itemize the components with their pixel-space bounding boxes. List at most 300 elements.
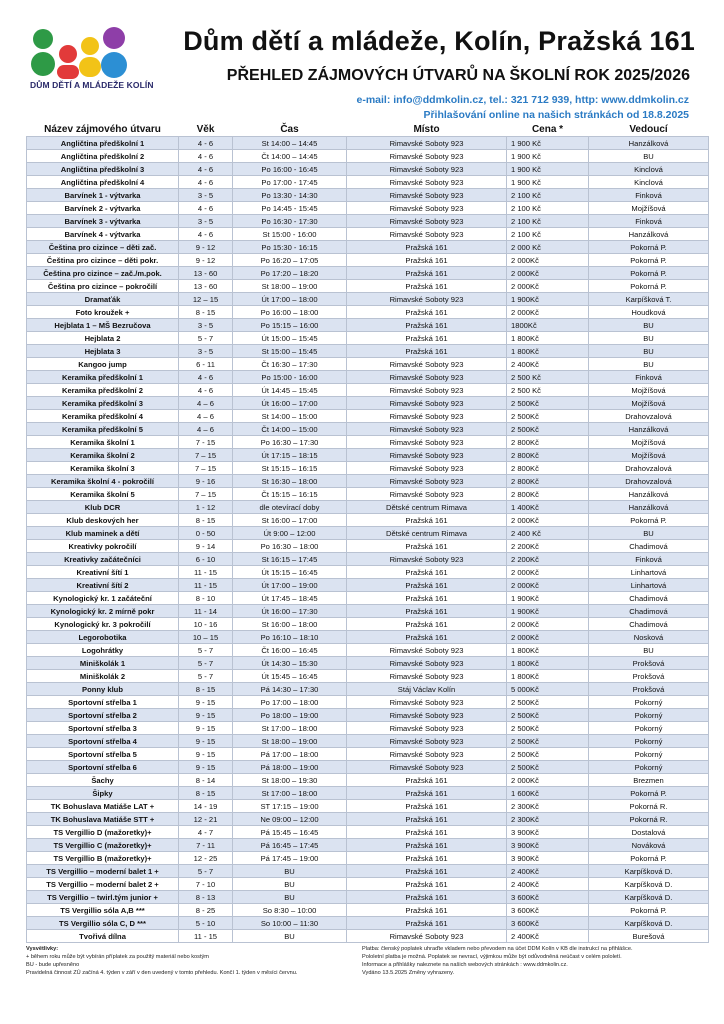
table-header-row — [27, 122, 709, 137]
time-cell: St 16:00 – 17:00 — [233, 514, 347, 527]
time-cell: Út 15:00 – 15:45 — [233, 332, 347, 345]
time-cell: Út 17:00 – 19:00 — [233, 579, 347, 592]
place-cell: Pražská 161 — [347, 566, 507, 579]
leader-cell: Pokorný — [589, 696, 709, 709]
club-name-cell: Klub maminek a dětí — [27, 527, 179, 540]
table-row — [27, 215, 709, 228]
price-cell: 2 200Kč — [507, 540, 589, 553]
place-cell: Pražská 161 — [347, 254, 507, 267]
leader-cell: Chadimová — [589, 592, 709, 605]
age-cell: 8 - 15 — [179, 787, 233, 800]
table-row — [27, 397, 709, 410]
age-cell: 9 - 15 — [179, 761, 233, 774]
leader-cell: Nosková — [589, 631, 709, 644]
table-row — [27, 709, 709, 722]
table-row — [27, 267, 709, 280]
column-header: Název zájmového útvaru — [44, 123, 161, 135]
leader-cell: Nováková — [589, 839, 709, 852]
place-cell: Pražská 161 — [347, 839, 507, 852]
age-cell: 9 - 14 — [179, 540, 233, 553]
club-name-cell: TS Vergillio C (mažoretky)+ — [27, 839, 179, 852]
table-row — [27, 722, 709, 735]
age-cell: 9 - 16 — [179, 475, 233, 488]
club-name-cell: Klub DCR — [27, 501, 179, 514]
place-cell: Pražská 161 — [347, 267, 507, 280]
leader-cell: Linhartová — [589, 579, 709, 592]
place-cell: Rimavské Soboty 923 — [347, 709, 507, 722]
time-cell: Čt 16:00 – 16:45 — [233, 644, 347, 657]
place-cell: Pražská 161 — [347, 618, 507, 631]
place-cell: Rimavské Soboty 923 — [347, 293, 507, 306]
price-cell: 3 600Kč — [507, 891, 589, 904]
club-name-cell: Keramika školní 1 — [27, 436, 179, 449]
place-cell: Pražská 161 — [347, 280, 507, 293]
time-cell: Čt 16:30 – 17:30 — [233, 358, 347, 371]
table-row — [27, 358, 709, 371]
price-cell: 1 900 Kč — [507, 137, 589, 150]
club-name-cell: Miniškolák 1 — [27, 657, 179, 670]
club-name-cell: Klub deskových her — [27, 514, 179, 527]
age-cell: 7 - 15 — [179, 436, 233, 449]
club-name-cell: Hejblata 3 — [27, 345, 179, 358]
time-cell: Pá 15:45 – 16:45 — [233, 826, 347, 839]
price-cell: 2 100 Kč — [507, 215, 589, 228]
place-cell: Rimavské Soboty 923 — [347, 722, 507, 735]
age-cell: 4 – 6 — [179, 410, 233, 423]
age-cell: 3 - 5 — [179, 215, 233, 228]
leader-cell: Finková — [589, 189, 709, 202]
price-cell: 2 000Kč — [507, 579, 589, 592]
price-cell: 3 900Kč — [507, 852, 589, 865]
table-row — [27, 241, 709, 254]
time-cell: BU — [233, 865, 347, 878]
place-cell: Rimavské Soboty 923 — [347, 657, 507, 670]
time-cell: St 16:30 – 18:00 — [233, 475, 347, 488]
time-cell: Čt 15:15 – 16:15 — [233, 488, 347, 501]
table-row — [27, 163, 709, 176]
table-row — [27, 657, 709, 670]
table-row — [27, 605, 709, 618]
table-row — [27, 189, 709, 202]
price-cell: 2 500 Kč — [507, 371, 589, 384]
table-row — [27, 475, 709, 488]
age-cell: 11 - 15 — [179, 930, 233, 943]
price-cell: 1 900 Kč — [507, 163, 589, 176]
price-cell: 2 500 Kč — [507, 384, 589, 397]
price-cell: 1 900 Kč — [507, 150, 589, 163]
table-row — [27, 787, 709, 800]
club-name-cell: Kangoo jump — [27, 358, 179, 371]
place-cell: Pražská 161 — [347, 579, 507, 592]
leader-cell: Dostalová — [589, 826, 709, 839]
place-cell: Rimavské Soboty 923 — [347, 475, 507, 488]
leader-cell: Prokšová — [589, 670, 709, 683]
club-name-cell: Tvořivá dílna — [27, 930, 179, 943]
club-name-cell: Kynologický kr. 3 pokročilí — [27, 618, 179, 631]
leader-cell: Hanzálková — [589, 423, 709, 436]
place-cell: Pražská 161 — [347, 774, 507, 787]
age-cell: 9 - 12 — [179, 241, 233, 254]
leader-cell: Drahovzalová — [589, 475, 709, 488]
price-cell: 2 500Kč — [507, 423, 589, 436]
time-cell: Po 16:00 – 18:00 — [233, 306, 347, 319]
time-cell: ST 17:15 – 19:00 — [233, 800, 347, 813]
club-name-cell: Kreativky pokročilí — [27, 540, 179, 553]
place-cell: Rimavské Soboty 923 — [347, 410, 507, 423]
club-name-cell: TS Vergillio sóla C, D *** — [27, 917, 179, 930]
place-cell: Pražská 161 — [347, 852, 507, 865]
age-cell: 4 - 6 — [179, 384, 233, 397]
club-name-cell: Keramika předškolní 2 — [27, 384, 179, 397]
leader-cell: Karpíšková T. — [589, 293, 709, 306]
price-cell: 1 900 Kč — [507, 176, 589, 189]
table-row — [27, 423, 709, 436]
time-cell: Po 16:20 – 17:05 — [233, 254, 347, 267]
club-name-cell: Čeština pro cizince – děti zač. — [27, 241, 179, 254]
notes-payment — [362, 945, 712, 977]
table-row — [27, 891, 709, 904]
price-cell: 3 600Kč — [507, 917, 589, 930]
leader-cell: Burešová — [589, 930, 709, 943]
table-row — [27, 579, 709, 592]
time-cell: Čt 14:00 – 15:00 — [233, 423, 347, 436]
note-line: Platba: členský poplatek uhraďte vkladem nebo převodem na účet DDM Kolín v KB dle instrukcí na přihlášce. — [362, 946, 633, 952]
age-cell: 5 - 7 — [179, 332, 233, 345]
time-cell: BU — [233, 930, 347, 943]
place-cell: Rimavské Soboty 923 — [347, 384, 507, 397]
table-row — [27, 137, 709, 150]
leader-cell: Houdková — [589, 306, 709, 319]
time-cell: St 18:00 – 19:00 — [233, 735, 347, 748]
place-cell: Pražská 161 — [347, 605, 507, 618]
note-line: Vysvětlivky: — [26, 946, 59, 952]
price-cell: 2 800Kč — [507, 449, 589, 462]
time-cell: Po 16:30 - 17:30 — [233, 215, 347, 228]
time-cell: Po 15:30 - 16:15 — [233, 241, 347, 254]
time-cell: St 18:00 – 19:30 — [233, 774, 347, 787]
price-cell: 2 100 Kč — [507, 202, 589, 215]
table-row — [27, 488, 709, 501]
time-cell: Po 16:30 – 17:30 — [233, 436, 347, 449]
leader-cell: Prokšová — [589, 683, 709, 696]
age-cell: 7 - 10 — [179, 878, 233, 891]
table-row — [27, 540, 709, 553]
age-cell: 8 - 10 — [179, 592, 233, 605]
time-cell: Út 15:15 – 16:45 — [233, 566, 347, 579]
clubs-table — [26, 122, 709, 943]
time-cell: BU — [233, 891, 347, 904]
age-cell: 8 - 14 — [179, 774, 233, 787]
leader-cell: Kinclová — [589, 163, 709, 176]
leader-cell: Drahovzalová — [589, 410, 709, 423]
place-cell: Dětské centrum Rimava — [347, 501, 507, 514]
age-cell: 9 - 12 — [179, 254, 233, 267]
place-cell: Rimavské Soboty 923 — [347, 397, 507, 410]
age-cell: 3 - 5 — [179, 319, 233, 332]
price-cell: 2 400Kč — [507, 358, 589, 371]
leader-cell: Chadimová — [589, 540, 709, 553]
age-cell: 13 - 60 — [179, 267, 233, 280]
place-cell: Pražská 161 — [347, 345, 507, 358]
leader-cell: Brezmen — [589, 774, 709, 787]
place-cell: Rimavské Soboty 923 — [347, 462, 507, 475]
table-body — [27, 137, 709, 943]
table-row — [27, 813, 709, 826]
price-cell: 2 400Kč — [507, 930, 589, 943]
time-cell: So 10:00 – 11:30 — [233, 917, 347, 930]
place-cell: Rimavské Soboty 923 — [347, 735, 507, 748]
age-cell: 11 - 15 — [179, 566, 233, 579]
leader-cell: Finková — [589, 215, 709, 228]
leader-cell: Pokorná P. — [589, 904, 709, 917]
price-cell: 2 200Kč — [507, 553, 589, 566]
table-row — [27, 696, 709, 709]
time-cell: St 18:00 – 19:00 — [233, 280, 347, 293]
place-cell: Rimavské Soboty 923 — [347, 436, 507, 449]
place-cell: Rimavské Soboty 923 — [347, 371, 507, 384]
price-cell: 2 100 Kč — [507, 189, 589, 202]
note-line: BU - bude upřesněno — [26, 962, 80, 968]
table-row — [27, 774, 709, 787]
club-name-cell: Kynologický kr. 1 začáteční — [27, 592, 179, 605]
table-row — [27, 332, 709, 345]
column-header: Čas — [280, 123, 299, 135]
age-cell: 7 – 15 — [179, 462, 233, 475]
place-cell: Rimavské Soboty 923 — [347, 553, 507, 566]
club-name-cell: Angličtina předškolní 3 — [27, 163, 179, 176]
leader-cell: Hanzálková — [589, 501, 709, 514]
time-cell: Út 9:00 – 12:00 — [233, 527, 347, 540]
price-cell: 2 500Kč — [507, 397, 589, 410]
time-cell: Po 17:00 - 17:45 — [233, 176, 347, 189]
table-row — [27, 592, 709, 605]
price-cell: 1 900Kč — [507, 592, 589, 605]
time-cell: Út 16:00 – 17:00 — [233, 397, 347, 410]
time-cell: St 17:00 – 18:00 — [233, 722, 347, 735]
club-name-cell: Šipky — [27, 787, 179, 800]
price-cell: 2 000Kč — [507, 618, 589, 631]
price-cell: 1 900Kč — [507, 605, 589, 618]
time-cell: Po 17:20 – 18:20 — [233, 267, 347, 280]
age-cell: 10 – 15 — [179, 631, 233, 644]
price-cell: 2 800Kč — [507, 488, 589, 501]
place-cell: Rimavské Soboty 923 — [347, 202, 507, 215]
leader-cell: Pokorný — [589, 709, 709, 722]
leader-cell: Karpíšková D. — [589, 878, 709, 891]
leader-cell: BU — [589, 358, 709, 371]
leader-cell: Hanzálková — [589, 228, 709, 241]
age-cell: 4 – 6 — [179, 397, 233, 410]
club-name-cell: Angličtina předškolní 1 — [27, 137, 179, 150]
note-line: Informace a přihlášky naleznete na našich webových stránkách : www.ddmkolin.cz. — [362, 962, 568, 968]
place-cell: Pražská 161 — [347, 787, 507, 800]
note-line: Vydáno 13.5.2025 Změny vyhrazeny. — [362, 970, 455, 976]
time-cell: Ne 09:00 – 12:00 — [233, 813, 347, 826]
leader-cell: Pokorná P. — [589, 267, 709, 280]
time-cell: Čt 14:00 – 14:45 — [233, 150, 347, 163]
place-cell: Rimavské Soboty 923 — [347, 748, 507, 761]
table-row — [27, 410, 709, 423]
note-line: + během roku může být vybírán příplatek za použitý materiál nebo kostým — [26, 954, 209, 960]
time-cell: Po 15:00 - 16:00 — [233, 371, 347, 384]
club-name-cell: Kreativní šítí 2 — [27, 579, 179, 592]
leader-cell: BU — [589, 527, 709, 540]
place-cell: Pražská 161 — [347, 514, 507, 527]
price-cell: 2 000Kč — [507, 566, 589, 579]
time-cell: Po 14:45 - 15:45 — [233, 202, 347, 215]
club-name-cell: Logohrátky — [27, 644, 179, 657]
table-row — [27, 878, 709, 891]
table-row — [27, 176, 709, 189]
table-row — [27, 748, 709, 761]
price-cell: 2 400Kč — [507, 865, 589, 878]
table-row — [27, 644, 709, 657]
age-cell: 5 - 7 — [179, 644, 233, 657]
age-cell: 8 - 15 — [179, 306, 233, 319]
price-cell: 1 800Kč — [507, 657, 589, 670]
table-row — [27, 917, 709, 930]
age-cell: 9 - 15 — [179, 722, 233, 735]
club-name-cell: Čeština pro cizince – pokročilí — [27, 280, 179, 293]
place-cell: Rimavské Soboty 923 — [347, 215, 507, 228]
club-name-cell: Keramika předškolní 3 — [27, 397, 179, 410]
place-cell: Rimavské Soboty 923 — [347, 228, 507, 241]
table-row — [27, 228, 709, 241]
leader-cell: Mojžíšová — [589, 436, 709, 449]
club-name-cell: Barvínek 3 - výtvarka — [27, 215, 179, 228]
age-cell: 1 - 12 — [179, 501, 233, 514]
place-cell: Dětské centrum Rimava — [347, 527, 507, 540]
time-cell: dle otevírací doby — [233, 501, 347, 514]
price-cell: 1800Kč — [507, 319, 589, 332]
place-cell: Rimavské Soboty 923 — [347, 644, 507, 657]
time-cell: Út 17:00 – 18:00 — [233, 293, 347, 306]
leader-cell: Pokorný — [589, 761, 709, 774]
club-name-cell: Ponny klub — [27, 683, 179, 696]
table-row — [27, 826, 709, 839]
place-cell: Rimavské Soboty 923 — [347, 150, 507, 163]
notes-legend — [26, 945, 356, 977]
age-cell: 12 - 25 — [179, 852, 233, 865]
club-name-cell: Keramika školní 4 - pokročilí — [27, 475, 179, 488]
table-row — [27, 683, 709, 696]
table-row — [27, 761, 709, 774]
leader-cell: Pokorný — [589, 722, 709, 735]
age-cell: 9 - 15 — [179, 709, 233, 722]
age-cell: 4 - 6 — [179, 176, 233, 189]
price-cell: 1 800Kč — [507, 332, 589, 345]
place-cell: Rimavské Soboty 923 — [347, 423, 507, 436]
place-cell: Pražská 161 — [347, 306, 507, 319]
age-cell: 3 - 5 — [179, 345, 233, 358]
price-cell: 3 900Kč — [507, 839, 589, 852]
price-cell: 2 500Kč — [507, 722, 589, 735]
club-name-cell: Kreativní šítí 1 — [27, 566, 179, 579]
age-cell: 9 - 15 — [179, 696, 233, 709]
club-name-cell: Keramika školní 5 — [27, 488, 179, 501]
leader-cell: Mojžíšová — [589, 384, 709, 397]
club-name-cell: Sportovní střelba 1 — [27, 696, 179, 709]
age-cell: 9 - 15 — [179, 735, 233, 748]
leader-cell: Mojžíšová — [589, 397, 709, 410]
logo-text: DŮM DĚTÍ A MLÁDEŽE KOLÍN — [30, 80, 154, 90]
place-cell: Stáj Václav Kolín — [347, 683, 507, 696]
time-cell: St 17:00 – 18:00 — [233, 787, 347, 800]
place-cell: Pražská 161 — [347, 917, 507, 930]
place-cell: Pražská 161 — [347, 800, 507, 813]
time-cell: Pá 18:00 – 19:00 — [233, 761, 347, 774]
price-cell: 1 800Kč — [507, 670, 589, 683]
time-cell: Út 15:45 – 16:45 — [233, 670, 347, 683]
place-cell: Rimavské Soboty 923 — [347, 670, 507, 683]
price-cell: 1 600Kč — [507, 787, 589, 800]
leader-cell: Pokorná P. — [589, 254, 709, 267]
column-header: Věk — [196, 123, 215, 135]
price-cell: 2 500Kč — [507, 696, 589, 709]
age-cell: 11 - 14 — [179, 605, 233, 618]
age-cell: 4 - 6 — [179, 228, 233, 241]
table-row — [27, 527, 709, 540]
price-cell: 2 000Kč — [507, 267, 589, 280]
price-cell: 2 000Kč — [507, 514, 589, 527]
club-name-cell: Angličtina předškolní 2 — [27, 150, 179, 163]
time-cell: Po 16:10 – 18:10 — [233, 631, 347, 644]
place-cell: Pražská 161 — [347, 332, 507, 345]
place-cell: Rimavské Soboty 923 — [347, 449, 507, 462]
table-row — [27, 501, 709, 514]
leader-cell: BU — [589, 644, 709, 657]
club-name-cell: Miniškolák 2 — [27, 670, 179, 683]
price-cell: 1 800Kč — [507, 644, 589, 657]
age-cell: 5 - 7 — [179, 657, 233, 670]
leader-cell: BU — [589, 319, 709, 332]
age-cell: 12 - 21 — [179, 813, 233, 826]
place-cell: Pražská 161 — [347, 826, 507, 839]
place-cell: Pražská 161 — [347, 891, 507, 904]
column-header: Místo — [413, 123, 440, 135]
age-cell: 9 - 15 — [179, 748, 233, 761]
place-cell: Rimavské Soboty 923 — [347, 189, 507, 202]
table-row — [27, 839, 709, 852]
age-cell: 4 - 6 — [179, 137, 233, 150]
place-cell: Pražská 161 — [347, 241, 507, 254]
leader-cell: Karpíšková D. — [589, 891, 709, 904]
club-name-cell: Keramika školní 3 — [27, 462, 179, 475]
club-name-cell: Kreativky začátečníci — [27, 553, 179, 566]
page-subtitle: PŘEHLED ZÁJMOVÝCH ÚTVARŮ NA ŠKOLNÍ ROK 2025/2026 — [226, 67, 690, 84]
table-row — [27, 735, 709, 748]
price-cell: 3 900Kč — [507, 826, 589, 839]
club-name-cell: Angličtina předškolní 4 — [27, 176, 179, 189]
place-cell: Rimavské Soboty 923 — [347, 488, 507, 501]
table-row — [27, 930, 709, 943]
contact-line[interactable]: e-mail: info@ddmkolin.cz, tel.: 321 712 939, http: www.ddmkolin.cz — [356, 94, 689, 106]
time-cell: St 16:15 – 17:45 — [233, 553, 347, 566]
time-cell: Po 17:00 – 18:00 — [233, 696, 347, 709]
place-cell: Pražská 161 — [347, 592, 507, 605]
table-row — [27, 670, 709, 683]
age-cell: 12 – 15 — [179, 293, 233, 306]
table-row — [27, 462, 709, 475]
place-cell: Pražská 161 — [347, 865, 507, 878]
place-cell: Pražská 161 — [347, 319, 507, 332]
time-cell: Pá 17:00 – 18:00 — [233, 748, 347, 761]
club-name-cell: TK Bohuslava Matiáše STT + — [27, 813, 179, 826]
age-cell: 7 – 15 — [179, 449, 233, 462]
leader-cell: Chadimová — [589, 605, 709, 618]
club-name-cell: Barvínek 1 - výtvarka — [27, 189, 179, 202]
age-cell: 7 - 11 — [179, 839, 233, 852]
